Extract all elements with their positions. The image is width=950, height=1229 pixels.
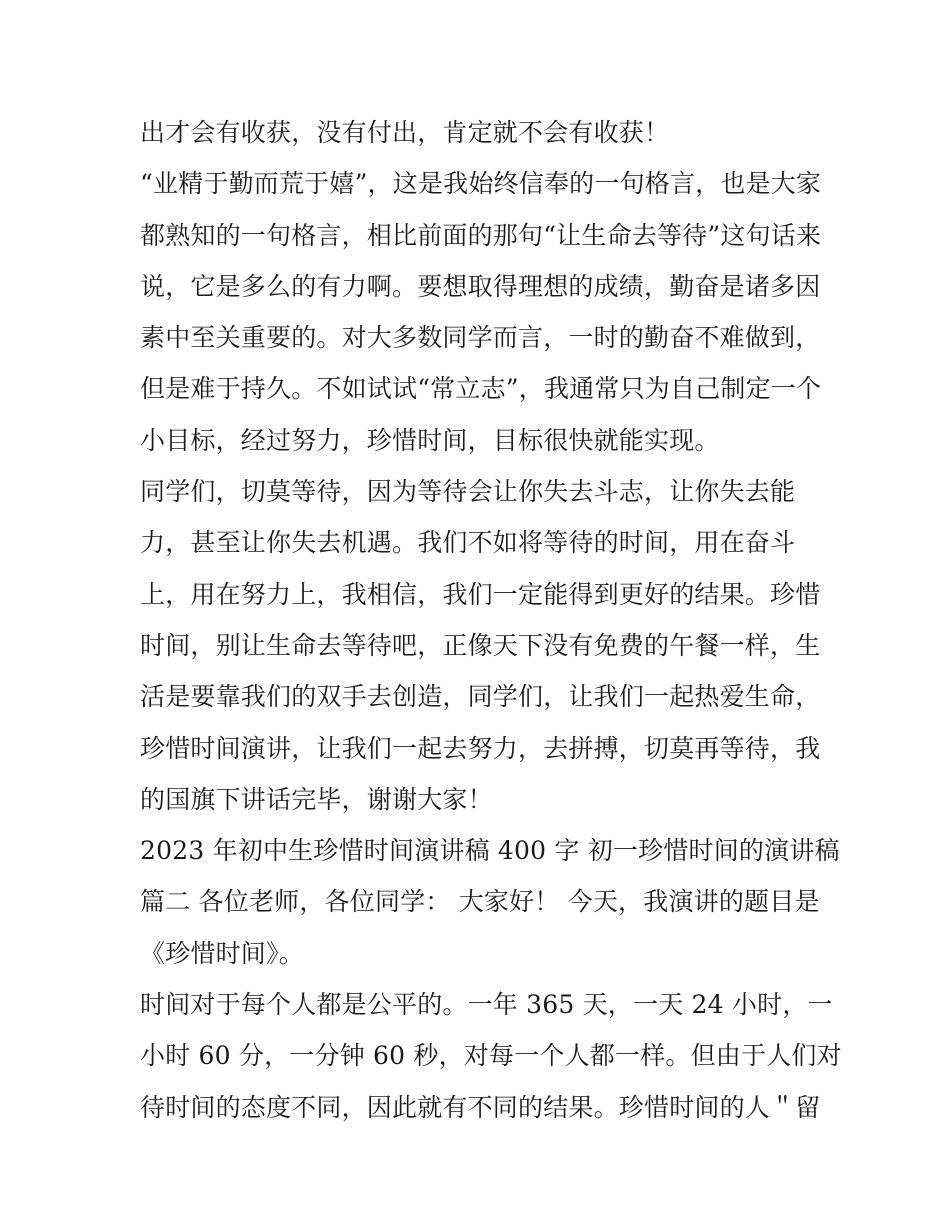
text-line: 都熟知的一句格言，相比前面的那句“让生命去等待”这句话来 [140, 220, 822, 250]
text-line: 出才会有收获，没有付出，肯定就不会有收获！ [140, 118, 670, 147]
text-line: 小时 60 分，一分钟 60 秒，对每一个人都一样。但由于人们对 [140, 1041, 842, 1071]
text-line: 上，用在努力上，我相信，我们一定能得到更好的结果。珍惜 [140, 579, 821, 609]
text-line: 时间对于每个人都是公平的。一年 365 天，一天 24 小时，一 [140, 990, 833, 1020]
text-line: 小目标，经过努力，珍惜时间，目标很快就能实现。 [140, 425, 720, 455]
text-line: 篇二 各位老师，各位同学： 大家好！ 今天，我演讲的题目是 [140, 887, 820, 917]
text-line: 待时间的态度不同，因此就有不同的结果。珍惜时间的人＂留 [140, 1092, 821, 1122]
text-line: 同学们，切莫等待，因为等待会让你失去斗志，让你失去能 [140, 477, 796, 507]
text-line: 《珍惜时间》。 [140, 938, 304, 968]
text-line: 时间，别让生命去等待吧，正像天下没有免费的午餐一样，生 [140, 630, 821, 660]
text-line: 说，它是多么的有力啊。要想取得理想的成绩，勤奋是诸多因 [140, 271, 821, 301]
text-line: 力，甚至让你失去机遇。我们不如将等待的时间，用在奋斗 [140, 528, 796, 558]
document-body [140, 107, 842, 1133]
text-line: 的国旗下讲话完毕，谢谢大家！ [140, 784, 493, 814]
text-line: 但是难于持久。不如试试“常立志”，我通常只为自己制定一个 [140, 374, 822, 404]
text-line: 珍惜时间演讲，让我们一起去努力，去拼搏，切莫再等待，我 [140, 733, 821, 763]
text-line: 2023 年初中生珍惜时间演讲稿 400 字 初一珍惜时间的演讲稿 [140, 836, 840, 866]
text-line: “业精于勤而荒于嬉”，这是我始终信奉的一句格言，也是大家 [140, 169, 822, 199]
text-line: 活是要靠我们的双手去创造，同学们，让我们一起热爱生命， [140, 682, 821, 712]
text-line: 素中至关重要的。对大多数同学而言，一时的勤奋不难做到， [140, 323, 821, 353]
